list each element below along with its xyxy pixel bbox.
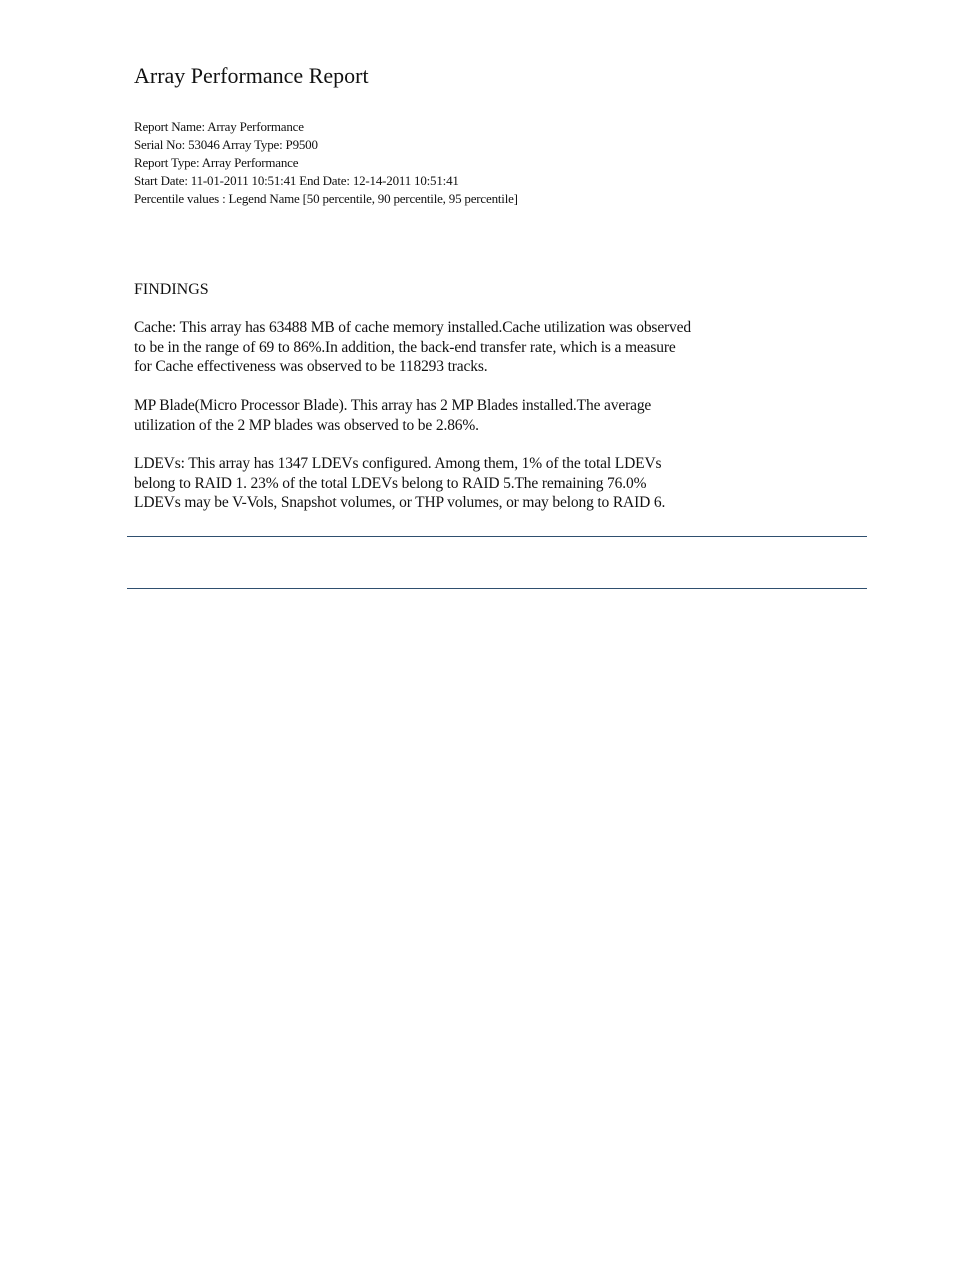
- divider-rule: [127, 588, 867, 589]
- cache-finding-line: to be in the range of 69 to 86%.In addition, the back-end transfer rate, which is a measure: [134, 338, 676, 356]
- mp-blade-finding-line: MP Blade(Micro Processor Blade). This array has 2 MP Blades installed.The average: [134, 397, 652, 414]
- ldevs-finding: [134, 454, 665, 513]
- mp-blade-finding-line: utilization of the 2 MP blades was observed to be 2.86%.: [134, 416, 479, 434]
- report-metadata: [134, 118, 518, 208]
- divider-rule: [127, 536, 867, 537]
- serial-array-type-line: Serial No: 53046 Array Type: P9500: [134, 137, 318, 152]
- report-name-line: Report Name: Array Performance: [134, 119, 304, 134]
- mp-blade-finding: [134, 396, 651, 435]
- ldevs-finding-line: LDEVs: This array has 1347 LDEVs configured. Among them, 1% of the total LDEVs: [134, 455, 662, 472]
- ldevs-finding-line: LDEVs may be V-Vols, Snapshot volumes, or THP volumes, or may belong to RAID 6.: [134, 494, 666, 511]
- findings-heading: FINDINGS: [134, 281, 209, 298]
- ldevs-finding-line: belong to RAID 1. 23% of the total LDEVs belong to RAID 5.The remaining 76.0%: [134, 474, 647, 492]
- percentile-values-line: Percentile values : Legend Name [50 percentile, 90 percentile, 95 percentile]: [134, 191, 518, 206]
- cache-finding-line: Cache: This array has 63488 MB of cache memory installed.Cache utilization was observed: [134, 319, 691, 336]
- page-title: Array Performance Report: [134, 63, 369, 88]
- cache-finding: [134, 318, 691, 377]
- date-range-line: Start Date: 11-01-2011 10:51:41 End Date: 12-14-2011 10:51:41: [134, 173, 459, 188]
- cache-finding-line: for Cache effectiveness was observed to be 118293 tracks.: [134, 358, 488, 375]
- report-type-line: Report Type: Array Performance: [134, 155, 299, 170]
